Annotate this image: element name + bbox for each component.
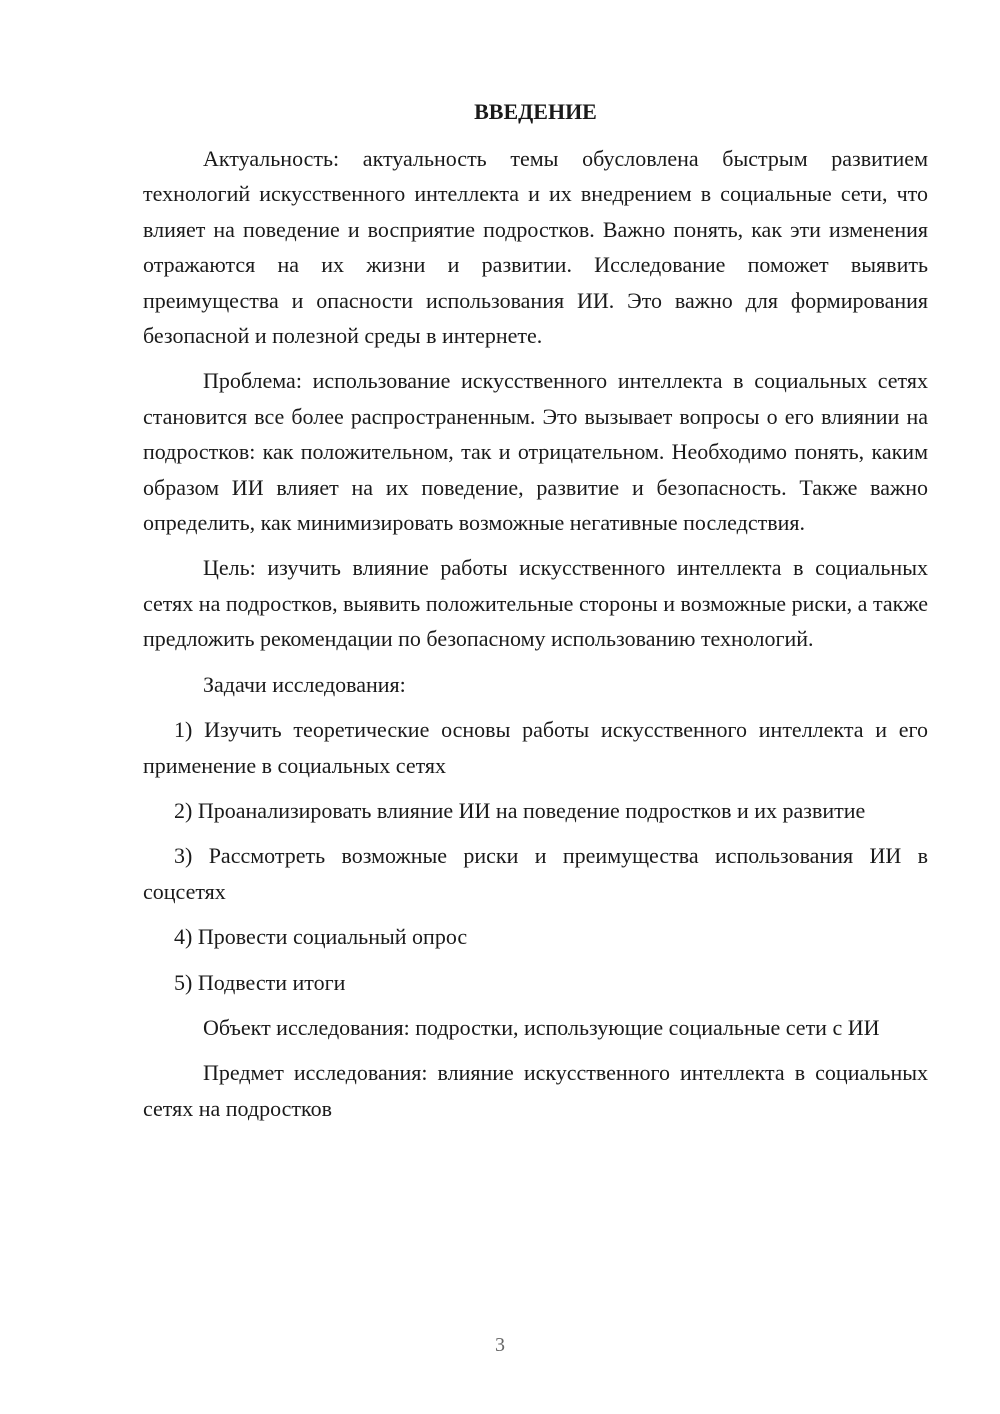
task-item-4: 4) Провести социальный опрос: [174, 924, 468, 950]
paragraph-subject: Предмет исследования: влияние искусственного интеллекта в социальных сетях на подростков: [143, 1060, 928, 1121]
page-number: 3: [495, 1334, 505, 1356]
paragraph-goal: Цель: изучить влияние работы искусственного интеллекта в социальных сетях на подростков, выявить положительные стороны и возможные риски, а также предложить рекомендации по безопасному использованию технологий.: [143, 555, 928, 652]
paragraph-problem: Проблема: использование искусственного интеллекта в социальных сетях становится все более распространенным. Это вызывает вопросы о его влиянии на подростков: как положительном, так и отрицательном. Необходимо понять, каким образом ИИ влияет на их поведение, развитие и безопасность. Также важно определить, как минимизировать возможные негативные последствия.: [143, 368, 928, 536]
paragraph-relevance: Актуальность: актуальность темы обусловлена быстрым развитием технологий искусственного интеллекта и их внедрением в социальные сети, что влияет на поведение и восприятие подростков. Важно понять, как эти изменения отражаются на их жизни и развитии. Исследование поможет выявить преимущества и опасности использования ИИ. Это важно для формирования безопасной и полезной среды в интернете.: [143, 146, 928, 349]
section-title: ВВЕДЕНИЕ: [474, 99, 597, 124]
task-item-5: 5) Подвести итоги: [174, 969, 346, 995]
task-item-3: 3) Рассмотреть возможные риски и преимущества использования ИИ в соцсетях: [143, 843, 928, 904]
paragraph-tasks-heading: Задачи исследования:: [203, 671, 406, 697]
task-item-2: 2) Проанализировать влияние ИИ на поведение подростков и их развитие: [174, 797, 866, 823]
task-item-1: 1) Изучить теоретические основы работы искусственного интеллекта и его применение в социальных сетях: [143, 717, 928, 778]
paragraph-object: Объект исследования: подростки, использующие социальные сети с ИИ: [203, 1014, 880, 1040]
document-page: [143, 95, 928, 1136]
